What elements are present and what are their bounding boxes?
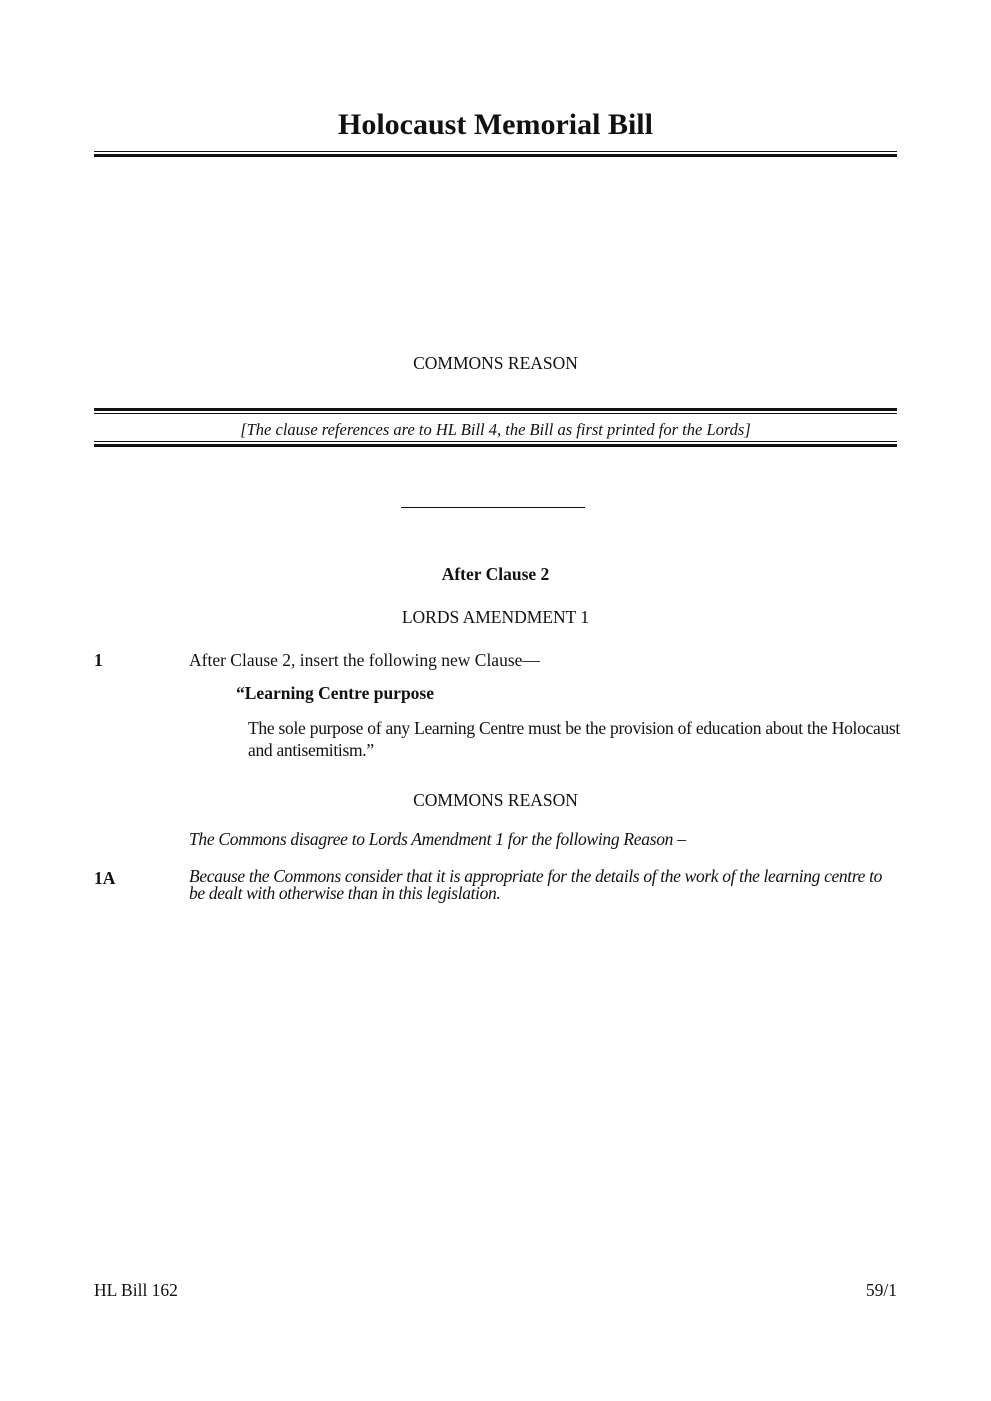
reason-heading: COMMONS REASON xyxy=(413,790,578,810)
amendment-heading: LORDS AMENDMENT 1 xyxy=(401,607,590,627)
new-clause-title: “Learning Centre purpose xyxy=(236,683,435,703)
note-rule-bottom-thick xyxy=(94,444,897,447)
document-heading: COMMONS REASON xyxy=(413,353,578,373)
amendment-text: After Clause 2, insert the following new Clause— xyxy=(189,650,540,670)
note-rule-top-thin xyxy=(94,413,897,414)
note-rule-top-thick xyxy=(94,408,897,411)
reason-text: Because the Commons consider that it is appropriate for the details of the work of the learning centre to be dealt with otherwise than in this legislation. xyxy=(189,866,882,903)
separator-rule xyxy=(401,507,585,508)
footer-page-ref: 59/1 xyxy=(865,1280,897,1300)
reason-intro: The Commons disagree to Lords Amendment 1 for the following Reason – xyxy=(189,829,686,849)
section-heading: After Clause 2 xyxy=(441,564,550,584)
bill-title: Holocaust Memorial Bill xyxy=(338,108,653,141)
footer-bill-number: HL Bill 162 xyxy=(94,1280,178,1300)
title-rule-thick xyxy=(94,154,897,157)
title-rule-thin xyxy=(94,151,897,152)
clause-reference-note: [The clause references are to HL Bill 4, the Bill as first printed for the Lords] xyxy=(240,420,751,439)
new-clause-body: The sole purpose of any Learning Centre must be the provision of education about the Holocaust and antisemitism.” xyxy=(248,718,900,760)
note-rule-bottom-thin xyxy=(94,441,897,442)
amendment-number: 1 xyxy=(94,650,103,670)
reason-number: 1A xyxy=(94,868,116,888)
